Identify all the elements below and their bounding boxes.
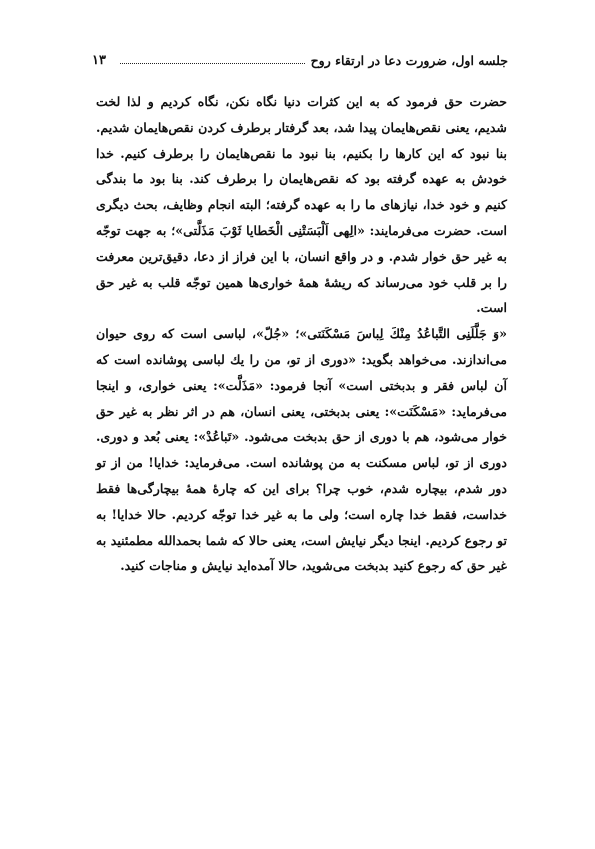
paragraph: حضرت حق فرمود كه به اين كثرات دنيا نگاه نكن، نگاه كرديم و لذا لخت شديم، يعنى نقص‌هايمان پيدا شد، بعد گرفتار برطرف كردن نقص‌هايمان شديم. بنا نبود كه اين كارها را بكنيم، بنا نبود ما نقص‌هايمان را برطرف كنيم. خدا خودش به عهده گرفته بود كه نقص‌هايمان را برطرف كند. بنا بود ما بندگى كنيم و خود خدا، نيازهاى ما را به عهده گرفته؛ البته انجام وظايف، بحث ديگرى است. حضرت مى‌فرمايند: «الِهى اَلْبَسَتْنِى الْخَطايا ثَوْبَ مَذَلَّتى»؛ به جهت توجّه به غير حق خوار شدم. و در واقع انسان، با اين فراز از دعا، دقيق‌ترين معرفت را بر قلب خود مى‌رساند كه ريشهٔ همهٔ خوارى‌ها همين توجّه قلب به غير حق است. (96, 94, 507, 316)
paragraph: «وَ جَلَّلَنِى التَّباعُدُ مِنْكَ لِباسَ مَسْكَنَتى»؛ «جُلّ»، لباسى است كه روى حيوان مى‌اندازند. مى‌خواهد بگويد: «دورى از تو، من را يك لباسى پوشانده است كه آن لباس فقر و بدبختى است» آنجا فرمود: «مَذَلَّت»: يعنى خوارى، و اينجا مى‌فرمايد: «مَسْكَنَت»: يعنى بدبختى، يعنى انسان، هم در اثر نظر به غير حق خوار مى‌شود، هم با دورى از حق بدبخت مى‌شود. «تَباعُدْ»: يعنى بُعد و دورى. دورى از تو، لباس مسكنت به من پوشانده است. مى‌فرمايد: خدايا! من از تو دور شدم، بيچاره شدم، خوب چرا؟ براى اين كه چارهٔ همهٔ بيچارگى‌ها فقط خداست، فقط خدا چاره است؛ ولى ما به غير خدا توجّه كرديم. حالا خدايا! به تو رجوع كرديم. اينجا ديگر نيايش است، يعنى حالا كه شما بحمدالله مطمئنيد به غير حق كه رجوع كنيد بدبخت مى‌شويد، حالا آمده‌ايد نيايش و مناجات كنيد. (96, 326, 507, 574)
chapter-title: جلسه اول، ضرورت دعا در ارتقاء روح (310, 52, 508, 68)
body-text (96, 89, 507, 579)
page-number: ۱۳ (92, 52, 106, 68)
dotted-leader (120, 63, 305, 64)
running-header (92, 50, 508, 70)
